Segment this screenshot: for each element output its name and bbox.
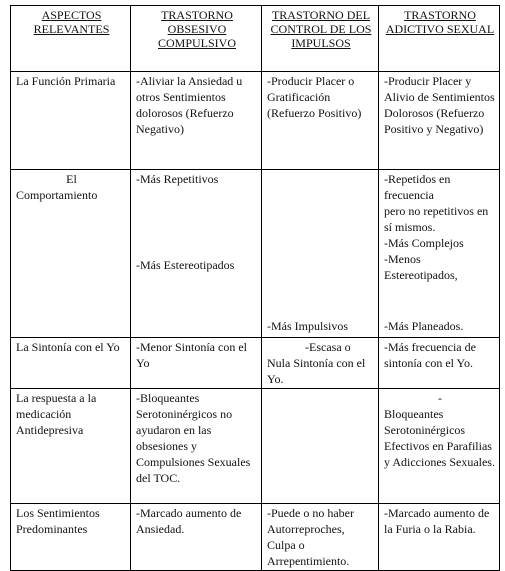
impulse-cell: -Escasa o Nula Sintonía con el Yo. bbox=[262, 338, 379, 389]
impulse-cell: -Producir Placer o Gratificación (Refuerzo Positivo) bbox=[262, 72, 379, 170]
header-aspects: ASPECTOS RELEVANTES bbox=[11, 6, 131, 72]
impulse-cell: -Puede o no haber Autorreproches, Culpa o Arrepentimiento. bbox=[262, 504, 379, 571]
table-row bbox=[11, 170, 500, 338]
addiction-cell bbox=[379, 389, 500, 504]
aspect-line: El bbox=[66, 172, 77, 186]
toc-cell: -Marcado aumento de Ansiedad. bbox=[131, 504, 262, 571]
addiction-cell bbox=[379, 170, 500, 338]
impulse-line: -Más Impulsivos bbox=[267, 319, 348, 333]
header-row bbox=[11, 6, 500, 72]
addiction-line: -Menos Estereotipados, bbox=[384, 252, 458, 282]
addiction-line: pero no repetitivos en sí mismos. bbox=[384, 204, 489, 234]
addiction-cell: -Marcado aumento de la Furia o la Rabia. bbox=[379, 504, 500, 571]
addiction-line: -Repetidos en frecuencia bbox=[384, 172, 451, 202]
addiction-cell: -Producir Placer y Alivio de Sentimientos Dolorosos (Refuerzo Positivo y Negativo) bbox=[379, 72, 500, 170]
addiction-line: -Más Planeados. bbox=[384, 319, 464, 333]
impulse-cell bbox=[262, 170, 379, 338]
toc-cell: -Menor Sintonía con el Yo bbox=[131, 338, 262, 389]
toc-cell: -Aliviar la Ansiedad u otros Sentimientos dolorosos (Refuerzo Negativo) bbox=[131, 72, 262, 170]
aspect-cell bbox=[11, 170, 131, 338]
aspect-cell: Los Sentimientos Predominantes bbox=[11, 504, 131, 571]
addiction-line: Bloqueantes Serotoninérgicos Efectivos en Parafilias y Adicciones Sexuales. bbox=[384, 407, 495, 469]
comparison-table bbox=[10, 5, 500, 571]
addiction-line: -Más Complejos bbox=[384, 236, 464, 250]
toc-cell bbox=[131, 170, 262, 338]
aspect-cell: La respuesta a la medicación Antidepresiva bbox=[11, 389, 131, 504]
header-sexual-addiction: TRASTORNO ADICTIVO SEXUAL bbox=[379, 6, 500, 72]
table-row bbox=[11, 72, 500, 170]
table-row bbox=[11, 338, 500, 389]
toc-line: -Más Estereotipados bbox=[136, 258, 235, 272]
table-row bbox=[11, 504, 500, 571]
header-toc: TRASTORNO OBSESIVO COMPULSIVO bbox=[131, 6, 262, 72]
toc-line: -Más Repetitivos bbox=[136, 172, 219, 186]
header-impulse-control: TRASTORNO DEL CONTROL DE LOS IMPULSOS bbox=[262, 6, 379, 72]
impulse-cell bbox=[262, 389, 379, 504]
table-row bbox=[11, 389, 500, 504]
addiction-cell: -Más frecuencia de sintonía con el Yo. bbox=[379, 338, 500, 389]
aspect-cell: La Sintonía con el Yo bbox=[11, 338, 131, 389]
addiction-dash: - bbox=[438, 391, 442, 405]
aspect-cell: La Función Primaria bbox=[11, 72, 131, 170]
toc-cell: -Bloqueantes Serotoninérgicos no ayudaron en las obsesiones y Compulsiones Sexuales del TOC. bbox=[131, 389, 262, 504]
aspect-line: Comportamiento bbox=[16, 188, 98, 202]
